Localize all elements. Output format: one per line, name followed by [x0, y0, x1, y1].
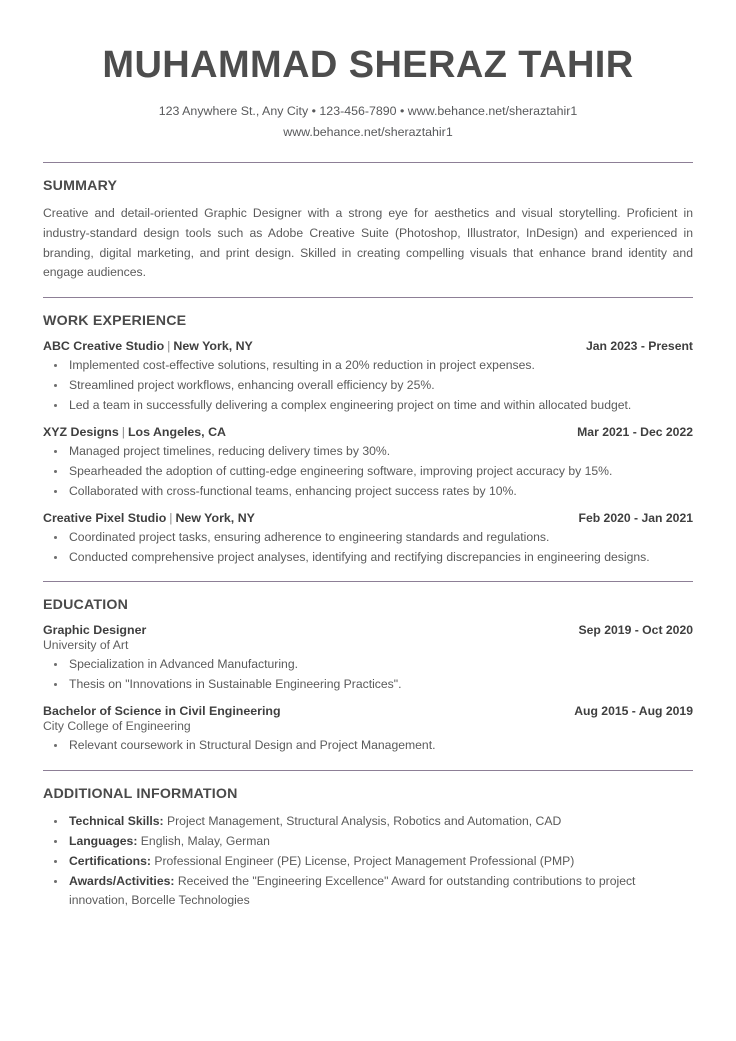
- work-entry-date: Mar 2021 - Dec 2022: [577, 424, 693, 439]
- education-entry: [43, 704, 693, 755]
- item-value: Project Management, Structural Analysis, Robotics and Automation, CAD: [163, 814, 562, 829]
- bullet-item: Thesis on "Innovations in Sustainable Engineering Practices".: [43, 675, 693, 694]
- divider-education: [43, 581, 693, 582]
- item-value: English, Malay, German: [137, 834, 270, 849]
- bullet-item: Managed project timelines, reducing delivery times by 30%.: [43, 442, 693, 461]
- spacer: [43, 756, 693, 770]
- bullet-item: Specialization in Advanced Manufacturing.: [43, 655, 693, 674]
- item-value: Received the "Engineering Excellence" Award for outstanding contributions to project innovation, Borcelle Technologies: [69, 873, 636, 907]
- additional-information-list: [43, 812, 693, 910]
- work-company: XYZ Designs: [43, 424, 119, 439]
- bullet-item: Streamlined project workflows, enhancing overall efficiency by 25%.: [43, 376, 693, 395]
- bullet-item: Conducted comprehensive project analyses, identifying and rectifying discrepancies in engineering designs.: [43, 548, 693, 567]
- list-item: [43, 852, 693, 871]
- bullet-item: Led a team in successfully delivering a complex engineering project on time and within allocated budget.: [43, 396, 693, 415]
- section-education: [43, 597, 693, 770]
- work-entry-bullets: [43, 356, 693, 415]
- bullet-item: Collaborated with cross-functional teams, enhancing project success rates by 10%.: [43, 482, 693, 501]
- item-label: Certifications:: [69, 853, 151, 868]
- education-entry-date: Sep 2019 - Oct 2020: [578, 623, 693, 638]
- education-entry-bullets: [43, 655, 693, 694]
- work-entry-bullets: [43, 442, 693, 501]
- list-item: [43, 812, 693, 831]
- work-entry-header: [43, 339, 693, 353]
- contact-line-primary: 123 Anywhere St., Any City • 123-456-7890 • www.behance.net/sheraztahir1: [158, 103, 578, 118]
- list-item: [43, 832, 693, 851]
- title-separator: |: [167, 339, 171, 354]
- education-entry-header: [43, 704, 693, 718]
- section-title-summary: SUMMARY: [43, 178, 118, 195]
- item-label: Languages:: [69, 834, 138, 849]
- list-item: [43, 872, 693, 910]
- work-company: ABC Creative Studio: [43, 339, 165, 354]
- candidate-name: MUHAMMAD SHERAZ TAHIR: [102, 44, 634, 86]
- section-additional-information: [43, 786, 693, 910]
- work-entry-title: [43, 425, 226, 439]
- education-degree: Bachelor of Science in Civil Engineering: [43, 704, 281, 719]
- work-entry: [43, 511, 693, 567]
- bullet-item: Implemented cost-effective solutions, resulting in a 20% reduction in project expenses.: [43, 356, 693, 375]
- work-entry-bullets: [43, 528, 693, 567]
- title-separator: |: [121, 424, 125, 439]
- work-location: New York, NY: [175, 510, 255, 525]
- education-degree: Graphic Designer: [43, 623, 147, 638]
- education-institution: City College of Engineering: [43, 719, 191, 734]
- item-label: Awards/Activities:: [69, 873, 175, 888]
- bullet-item: Relevant coursework in Structural Design and Project Management.: [43, 736, 693, 755]
- bullet-item: Coordinated project tasks, ensuring adherence to engineering standards and regulations.: [43, 528, 693, 547]
- contact-line-secondary: www.behance.net/sheraztahir1: [283, 124, 453, 139]
- resume-header: [43, 0, 693, 142]
- education-entry-header: [43, 623, 693, 637]
- divider-header: [43, 162, 693, 163]
- divider-additional-information: [43, 770, 693, 771]
- work-location: Los Angeles, CA: [127, 424, 226, 439]
- education-entry-date: Aug 2015 - Aug 2019: [574, 704, 693, 719]
- work-entry: [43, 339, 693, 415]
- work-entry-title: [43, 511, 255, 525]
- work-location: New York, NY: [173, 339, 253, 354]
- work-entry-header: [43, 511, 693, 525]
- education-entry: [43, 623, 693, 694]
- education-entry-bullets: [43, 736, 693, 755]
- divider-work-experience: [43, 297, 693, 298]
- spacer: [43, 567, 693, 581]
- work-company: Creative Pixel Studio: [43, 510, 167, 525]
- item-value: Professional Engineer (PE) License, Project Management Professional (PMP): [150, 853, 575, 868]
- section-title-additional-information: ADDITIONAL INFORMATION: [43, 786, 238, 803]
- section-title-education: EDUCATION: [43, 597, 129, 614]
- summary-paragraph: Creative and detail-oriented Graphic Designer with a strong eye for aesthetics and visual storytelling. Proficient in industry-standard design tools such as Adobe Creative Suite (Photoshop, Illustrator, InDesign) and experienced in branding, digital marketing, and print design. Skilled in creating compelling visuals that enhance brand identity and engage audiences.: [43, 206, 693, 280]
- section-summary: [43, 178, 693, 283]
- education-institution: University of Art: [43, 638, 129, 653]
- title-separator: |: [169, 510, 173, 525]
- work-entry-date: Feb 2020 - Jan 2021: [578, 510, 693, 525]
- work-entry-title: [43, 339, 253, 353]
- bullet-item: Spearheaded the adoption of cutting-edge engineering software, improving project accuracy by 15%.: [43, 462, 693, 481]
- work-entry-date: Jan 2023 - Present: [585, 339, 693, 354]
- item-label: Technical Skills:: [69, 814, 164, 829]
- work-entry-header: [43, 425, 693, 439]
- work-entry: [43, 425, 693, 501]
- section-title-work-experience: WORK EXPERIENCE: [43, 313, 187, 330]
- section-work-experience: [43, 313, 693, 581]
